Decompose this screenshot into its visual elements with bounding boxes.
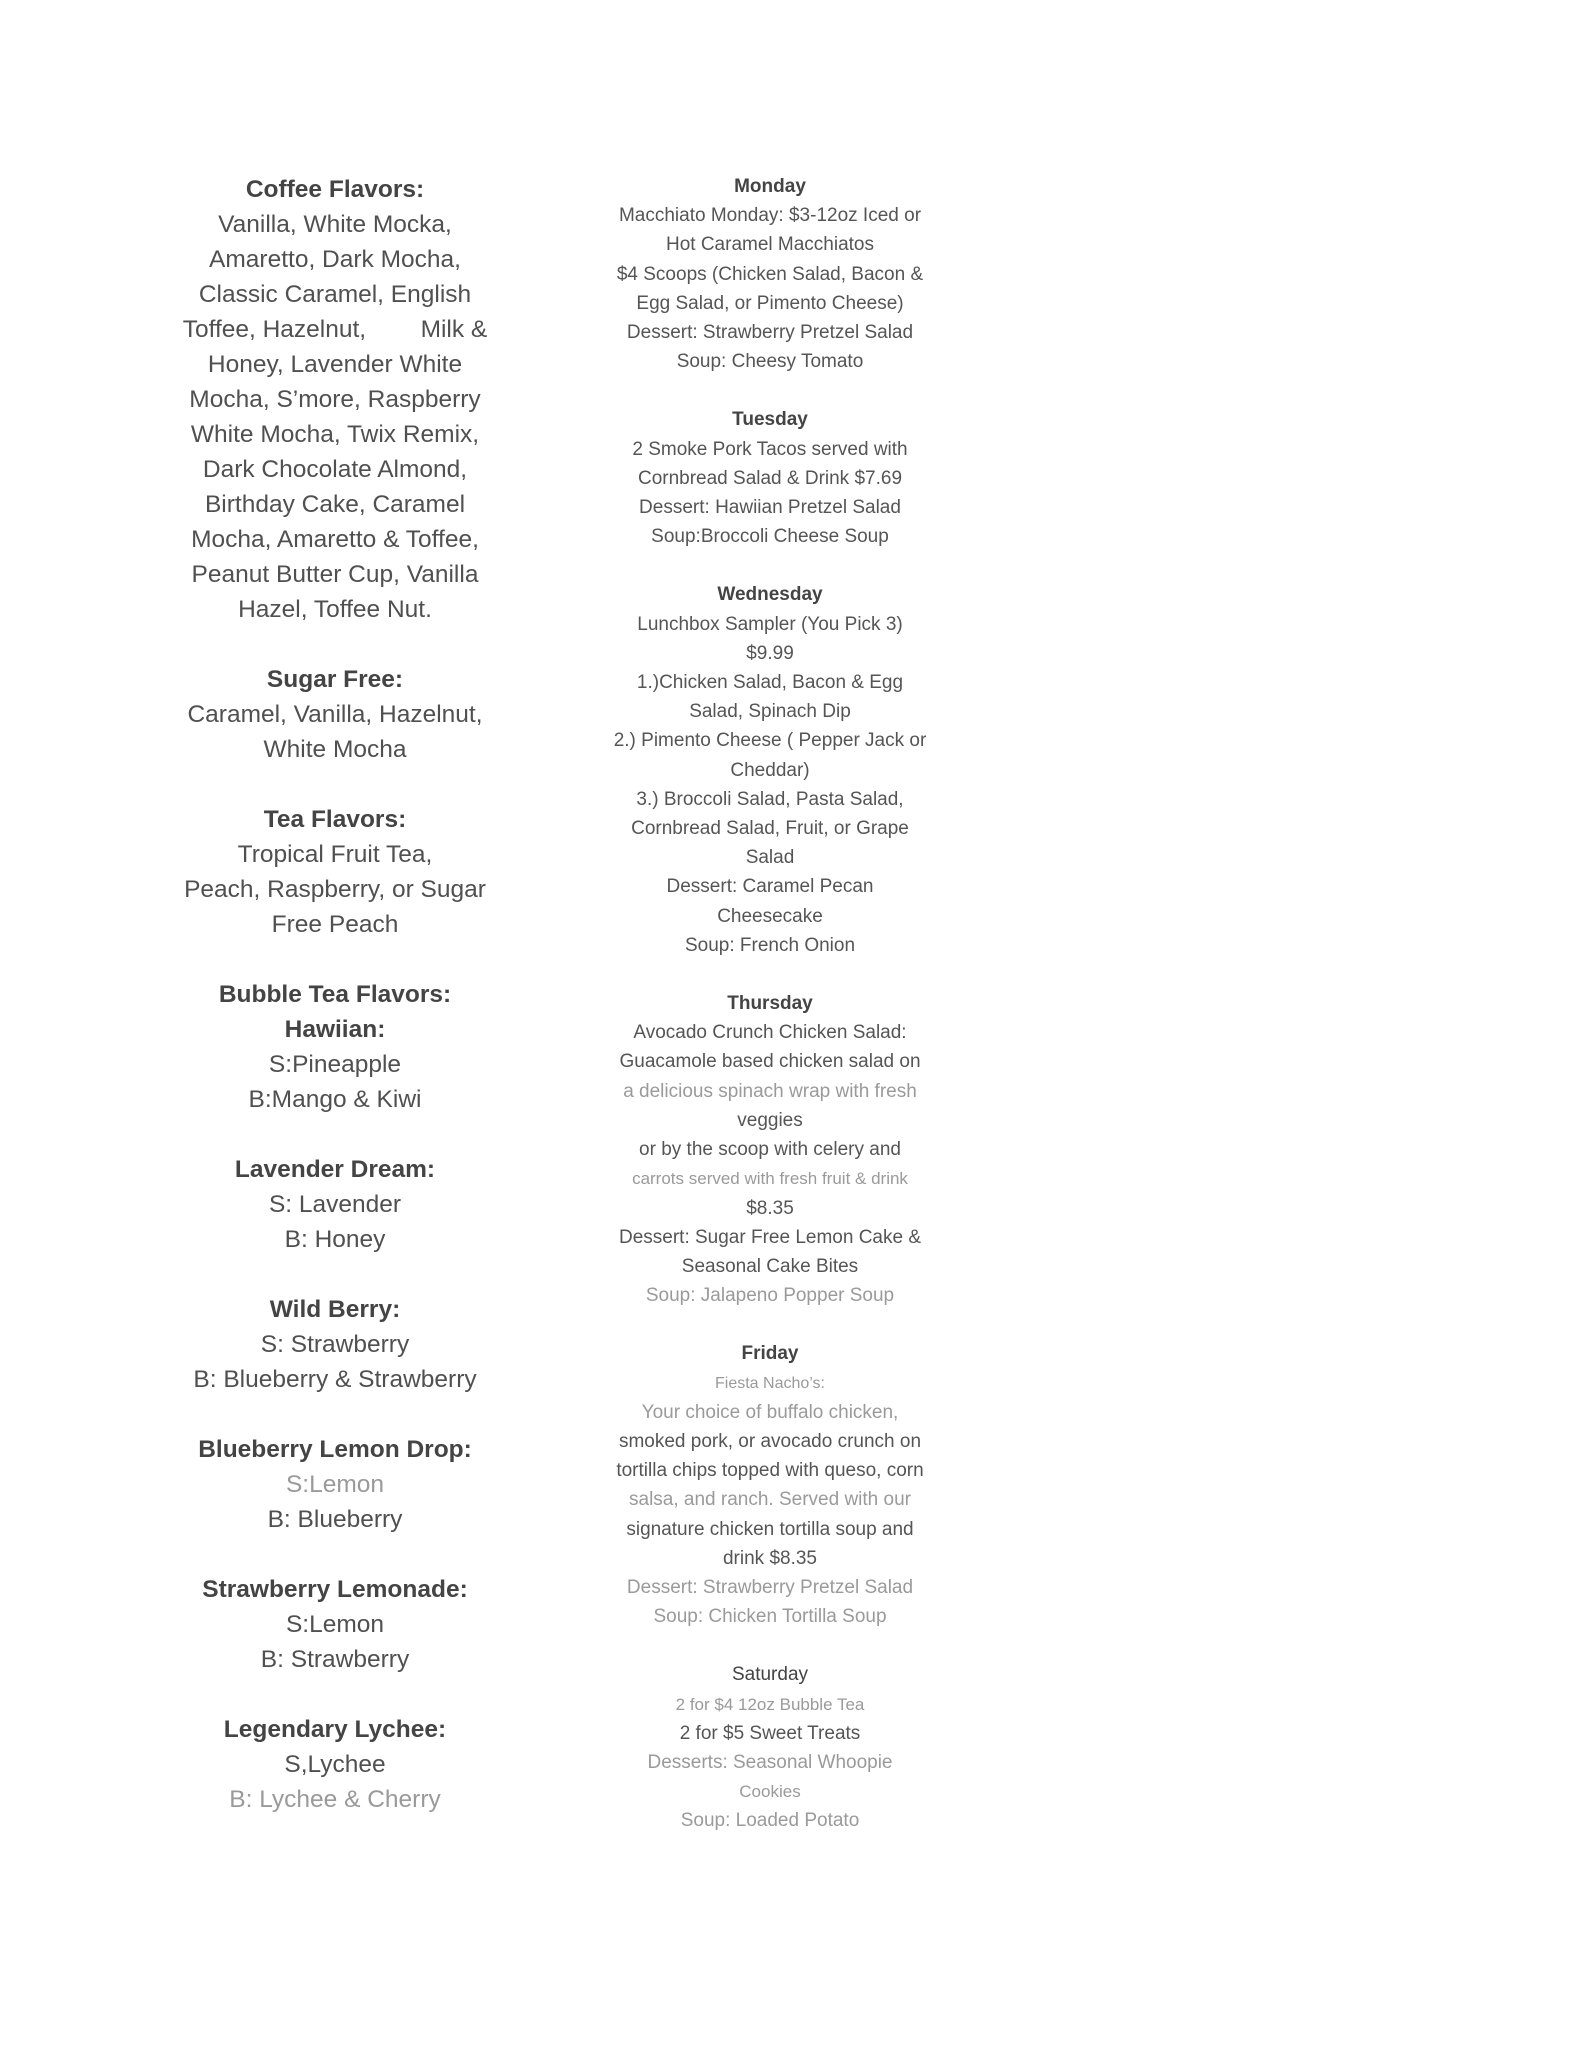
bubble-tea-heading: Bubble Tea Flavors: — [218, 981, 452, 1008]
special-line: or by the scoop with celery and — [639, 1139, 901, 1161]
bubble-tea-section — [170, 977, 500, 1117]
special-line: veggies — [737, 1109, 803, 1131]
special-line: Fiesta Nacho’s: — [715, 1374, 825, 1392]
day-heading: Thursday — [727, 993, 813, 1015]
special-line: Salad — [745, 847, 795, 869]
special-line: Seasonal Cake Bites — [681, 1255, 859, 1277]
blueberry-lemon-drop-line: S:Lemon — [285, 1471, 385, 1498]
tuesday-special — [590, 405, 950, 551]
strawberry-lemonade-heading: Strawberry Lemonade: — [202, 1576, 468, 1603]
wild-berry-heading: Wild Berry: — [269, 1296, 401, 1323]
legendary-lychee-line: B: Lychee & Cherry — [229, 1786, 441, 1813]
special-line: Soup: French Onion — [684, 934, 856, 956]
special-line: Dessert: Sugar Free Lemon Cake & — [618, 1226, 922, 1248]
coffee-flavor-line: Hazel, Toffee Nut. — [238, 596, 432, 623]
wednesday-special — [590, 580, 950, 960]
lavender-dream-heading: Lavender Dream: — [234, 1156, 436, 1183]
special-line: tortilla chips topped with queso, corn — [616, 1460, 924, 1482]
special-line: Cheesecake — [717, 905, 823, 927]
special-line: 1.)Chicken Salad, Bacon & Egg — [636, 672, 904, 694]
special-line: signature chicken tortilla soup and — [626, 1518, 914, 1540]
special-line: Salad, Spinach Dip — [689, 701, 851, 723]
sugar-free-line: White Mocha — [263, 736, 407, 763]
thursday-special — [590, 989, 950, 1310]
coffee-flavor-line: Peanut Butter Cup, Vanilla — [191, 561, 479, 588]
saturday-special — [590, 1660, 950, 1835]
legendary-lychee-heading: Legendary Lychee: — [223, 1716, 447, 1743]
special-line: 2.) Pimento Cheese ( Pepper Jack or — [613, 730, 927, 752]
special-line: $4 Scoops (Chicken Salad, Bacon & — [616, 263, 924, 285]
wild-berry-section — [170, 1292, 500, 1397]
special-line: Hot Caramel Macchiatos — [665, 234, 875, 256]
sugar-free-heading: Sugar Free: — [266, 666, 404, 693]
special-line: smoked pork, or avocado crunch on — [618, 1430, 922, 1452]
special-line: Soup: Jalapeno Popper Soup — [645, 1285, 895, 1307]
special-line: carrots served with fresh fruit & drink — [632, 1169, 908, 1189]
special-line: 2 Smoke Pork Tacos served with — [632, 438, 908, 460]
hawiian-heading: Hawiian: — [284, 1016, 386, 1043]
legendary-lychee-section — [170, 1712, 500, 1817]
day-heading: Wednesday — [717, 584, 823, 606]
daily-specials-column — [590, 172, 950, 1865]
coffee-flavor-line: White Mocha, Twix Remix, — [190, 421, 480, 448]
hawiian-line: S:Pineapple — [268, 1051, 402, 1078]
strawberry-lemonade-line: B: Strawberry — [260, 1646, 410, 1673]
special-line: Soup: Chicken Tortilla Soup — [653, 1606, 887, 1628]
special-line: Soup:Broccoli Cheese Soup — [651, 526, 889, 548]
special-line: salsa, and ranch. Served with our — [629, 1489, 911, 1511]
tea-flavors-heading: Tea Flavors: — [263, 806, 407, 833]
special-line: Egg Salad, or Pimento Cheese) — [636, 292, 904, 314]
coffee-flavors-section — [170, 172, 500, 627]
legendary-lychee-line: S,Lychee — [284, 1751, 386, 1778]
coffee-flavor-line: Dark Chocolate Almond, — [202, 456, 468, 483]
special-line: Dessert: Strawberry Pretzel Salad — [626, 322, 914, 344]
coffee-flavor-line: Toffee, Hazelnut, Milk & — [182, 316, 488, 343]
coffee-flavor-line: Mocha, Amaretto & Toffee, — [191, 526, 479, 553]
tea-flavors-section — [170, 802, 500, 942]
day-heading: Monday — [734, 176, 806, 197]
tea-flavor-line: Tropical Fruit Tea, — [237, 841, 433, 868]
sugar-free-section — [170, 662, 500, 767]
special-line: drink $8.35 — [722, 1547, 817, 1569]
wild-berry-line: S: Strawberry — [260, 1331, 410, 1358]
hawiian-line: B:Mango & Kiwi — [248, 1086, 422, 1113]
special-line: 2 for $4 12oz Bubble Tea — [675, 1694, 865, 1714]
wild-berry-line: B: Blueberry & Strawberry — [193, 1366, 477, 1393]
special-line: Dessert: Strawberry Pretzel Salad — [626, 1576, 914, 1598]
day-heading: Saturday — [731, 1664, 809, 1686]
coffee-flavors-heading: Coffee Flavors: — [245, 176, 425, 203]
special-line: Soup: Cheesy Tomato — [676, 351, 864, 373]
special-line: Guacamole based chicken salad on — [619, 1051, 921, 1073]
coffee-flavor-line: Honey, Lavender White — [207, 351, 463, 378]
lavender-dream-line: B: Honey — [284, 1226, 386, 1253]
special-line: Avocado Crunch Chicken Salad: — [633, 1022, 907, 1044]
special-line: Cookies — [739, 1782, 801, 1802]
tea-flavor-line: Free Peach — [271, 911, 399, 938]
day-heading: Friday — [741, 1343, 799, 1365]
monday-special — [590, 172, 950, 376]
coffee-flavor-line: Amaretto, Dark Mocha, — [209, 246, 461, 273]
tea-flavor-line: Peach, Raspberry, or Sugar — [184, 876, 486, 903]
coffee-flavor-line: Mocha, S’more, Raspberry — [189, 386, 481, 413]
special-line: Soup: Loaded Potato — [680, 1810, 860, 1832]
blueberry-lemon-drop-line: B: Blueberry — [267, 1506, 403, 1533]
coffee-flavor-line: Classic Caramel, English — [198, 281, 472, 308]
special-line: Cheddar) — [730, 759, 810, 781]
special-line: a delicious spinach wrap with fresh — [623, 1080, 917, 1102]
special-line: Dessert: Caramel Pecan — [666, 876, 874, 898]
special-line: 2 for $5 Sweet Treats — [679, 1722, 861, 1744]
special-line: Your choice of buffalo chicken, — [641, 1401, 899, 1423]
lavender-dream-section — [170, 1152, 500, 1257]
special-line: 3.) Broccoli Salad, Pasta Salad, — [636, 788, 904, 810]
coffee-flavor-line: Vanilla, White Mocka, — [218, 211, 452, 238]
special-line: $8.35 — [746, 1197, 794, 1219]
lavender-dream-line: S: Lavender — [268, 1191, 402, 1218]
coffee-flavor-line: Birthday Cake, Caramel — [204, 491, 466, 518]
drink-flavors-column — [170, 172, 500, 1852]
day-heading: Tuesday — [732, 409, 808, 431]
friday-special — [590, 1339, 950, 1631]
special-line: Cornbread Salad, Fruit, or Grape — [631, 818, 909, 840]
strawberry-lemonade-line: S:Lemon — [285, 1611, 385, 1638]
special-line: $9.99 — [746, 642, 794, 664]
special-line: Macchiato Monday: $3-12oz Iced or — [618, 205, 922, 227]
special-line: Desserts: Seasonal Whoopie — [647, 1751, 893, 1773]
blueberry-lemon-drop-heading: Blueberry Lemon Drop: — [198, 1436, 472, 1463]
blueberry-lemon-drop-section — [170, 1432, 500, 1537]
special-line: Dessert: Hawiian Pretzel Salad — [639, 497, 901, 519]
strawberry-lemonade-section — [170, 1572, 500, 1677]
sugar-free-line: Caramel, Vanilla, Hazelnut, — [187, 701, 483, 728]
special-line: Cornbread Salad & Drink $7.69 — [637, 467, 903, 489]
special-line: Lunchbox Sampler (You Pick 3) — [637, 613, 903, 635]
